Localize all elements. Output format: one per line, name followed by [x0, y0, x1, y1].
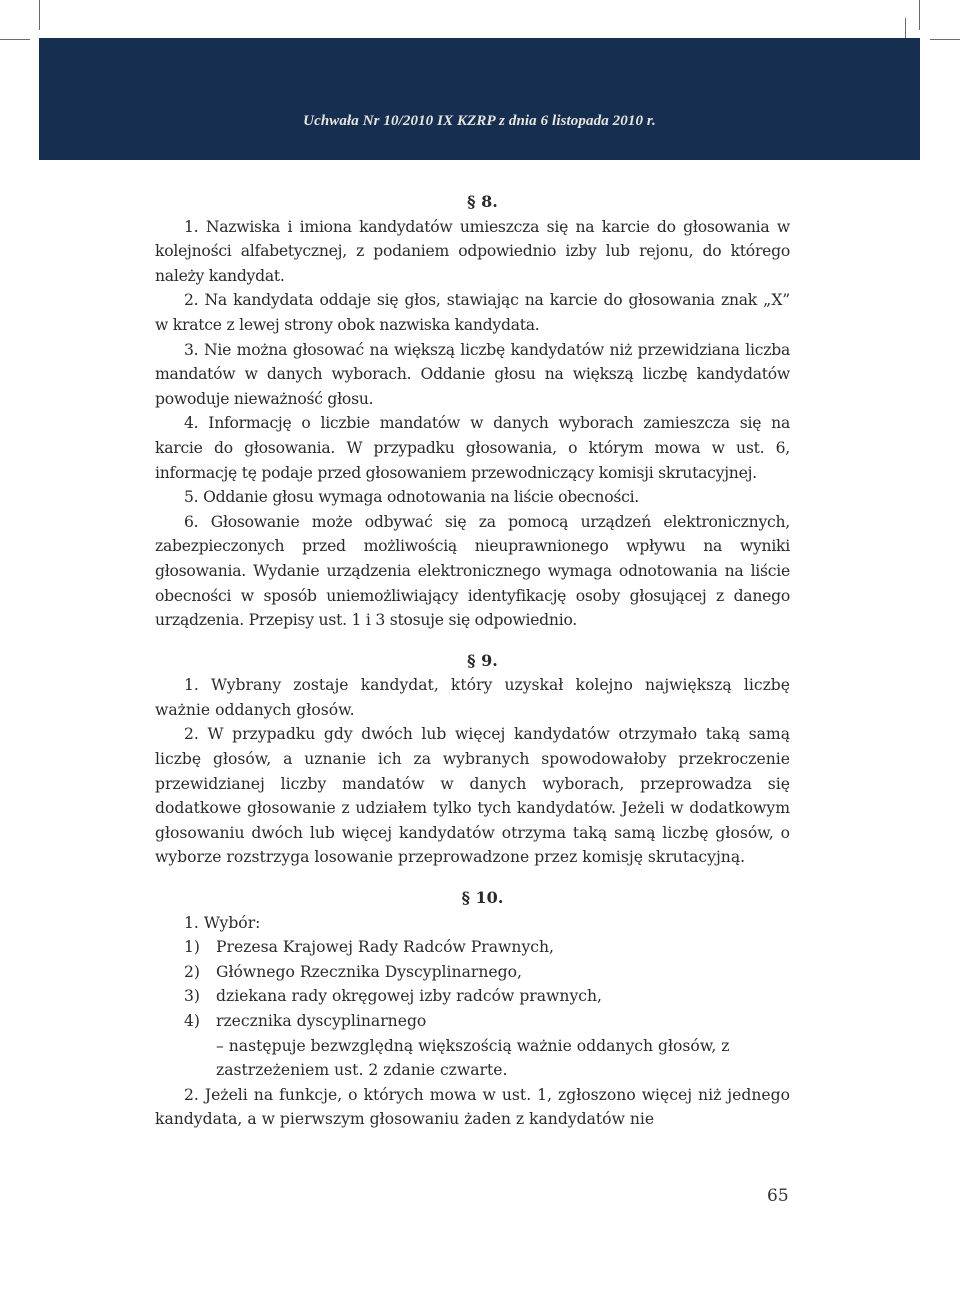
- election-list: [155, 935, 790, 1033]
- paragraph-8-5: 5. Oddanie głosu wymaga odnotowania na liście obecności.: [184, 488, 640, 507]
- crop-mark: [930, 39, 960, 40]
- crop-mark: [0, 39, 30, 40]
- list-continuation: – następuje bezwzględną większością ważnie oddanych głosów, z zastrzeżeniem ust. 2 zdanie czwarte.: [216, 1036, 730, 1080]
- list-item-text: dziekana rady okręgowej izby radców prawnych,: [216, 987, 602, 1006]
- list-item-number: 1): [184, 938, 201, 957]
- header-bar: [39, 38, 920, 160]
- document-body: [155, 190, 790, 1132]
- paragraph-8-3: 3. Nie można głosować na większą liczbę kandydatów niż przewidziana liczba mandatów w danych wyborach. Oddanie głosu na większą liczbę kandydatów powoduje nieważność głosu.: [155, 340, 790, 408]
- paragraph-9-1: 1. Wybrany zostaje kandydat, który uzyskał kolejno największą liczbę ważnie oddanych głosów.: [155, 676, 790, 719]
- list-item-number: 2): [184, 962, 201, 981]
- paragraph-8-4: 4. Informację o liczbie mandatów w danych wyborach zamieszcza się na karcie do głosowania. W przypadku głosowania, o którym mowa w ust. 6, informację tę podaje przed głosowaniem przewodniczący komisji skrutacyjnej.: [155, 414, 790, 482]
- list-item: [155, 935, 790, 960]
- paragraph-8-1: 1. Nazwiska i imiona kandydatów umieszcza się na karcie do głosowania w kolejności alfabetycznej, z podaniem odpowiednio izby lub rejonu, do którego należy kandydat.: [155, 217, 790, 285]
- paragraph-8-6: 6. Głosowanie może odbywać się za pomocą urządzeń elektronicznych, zabezpieczonych przed możliwością nieuprawnionego wpływu na wyniki głosowania. Wydanie urządzenia elektronicznego wymaga odnotowania na liście obecności w sposób uniemożliwiający identyfikację osoby głosującej z danego urządzenia. Przepisy ust. 1 i 3 stosuje się odpowiednio.: [155, 512, 790, 630]
- section-heading-9: § 9.: [467, 650, 498, 670]
- section-heading-8: § 8.: [467, 192, 498, 211]
- paragraph-10-2: 2. Jeżeli na funkcje, o których mowa w ust. 1, zgłoszono więcej niż jednego kandydata, a w pierwszym głosowaniu żaden z kandydatów nie: [155, 1085, 790, 1129]
- list-intro: 1. Wybór:: [184, 913, 261, 932]
- list-item-number: 4): [184, 1012, 201, 1030]
- list-item-number: 3): [184, 987, 201, 1006]
- list-item: [155, 960, 790, 985]
- list-item-text: rzecznika dyscyplinarnego: [216, 1012, 427, 1030]
- paragraph-8-2: 2. Na kandydata oddaje się głos, stawiając na karcie do głosowania znak „X” w kratce z lewej strony obok nazwiska kandydata.: [155, 291, 790, 334]
- list-item: [155, 984, 790, 1009]
- crop-mark: [919, 0, 920, 30]
- section-heading-10: § 10.: [461, 888, 504, 908]
- crop-mark: [39, 0, 40, 30]
- list-item-text: Prezesa Krajowej Rady Radców Prawnych,: [216, 938, 554, 957]
- list-item-text: Głównego Rzecznika Dyscyplinarnego,: [216, 962, 522, 981]
- header-title: Uchwała Nr 10/2010 IX KZRP z dnia 6 listopada 2010 r.: [303, 113, 656, 129]
- paragraph-9-2: 2. W przypadku gdy dwóch lub więcej kandydatów otrzymało taką samą liczbę głosów, a uznanie ich za wybranych spowodowałoby przekroczenie przewidzianej liczby mandatów w danych wyborach, przeprowadza się dodatkowe głosowanie z udziałem tylko tych kandydatów. Jeżeli w dodatkowym głosowaniu dwóch lub więcej kandydatów otrzyma taką samą liczbę głosów, o wyborze rozstrzyga losowanie przeprowadzone przez komisję skrutacyjną.: [155, 725, 790, 867]
- page-number: 65: [767, 1186, 789, 1206]
- list-item: [155, 1009, 790, 1034]
